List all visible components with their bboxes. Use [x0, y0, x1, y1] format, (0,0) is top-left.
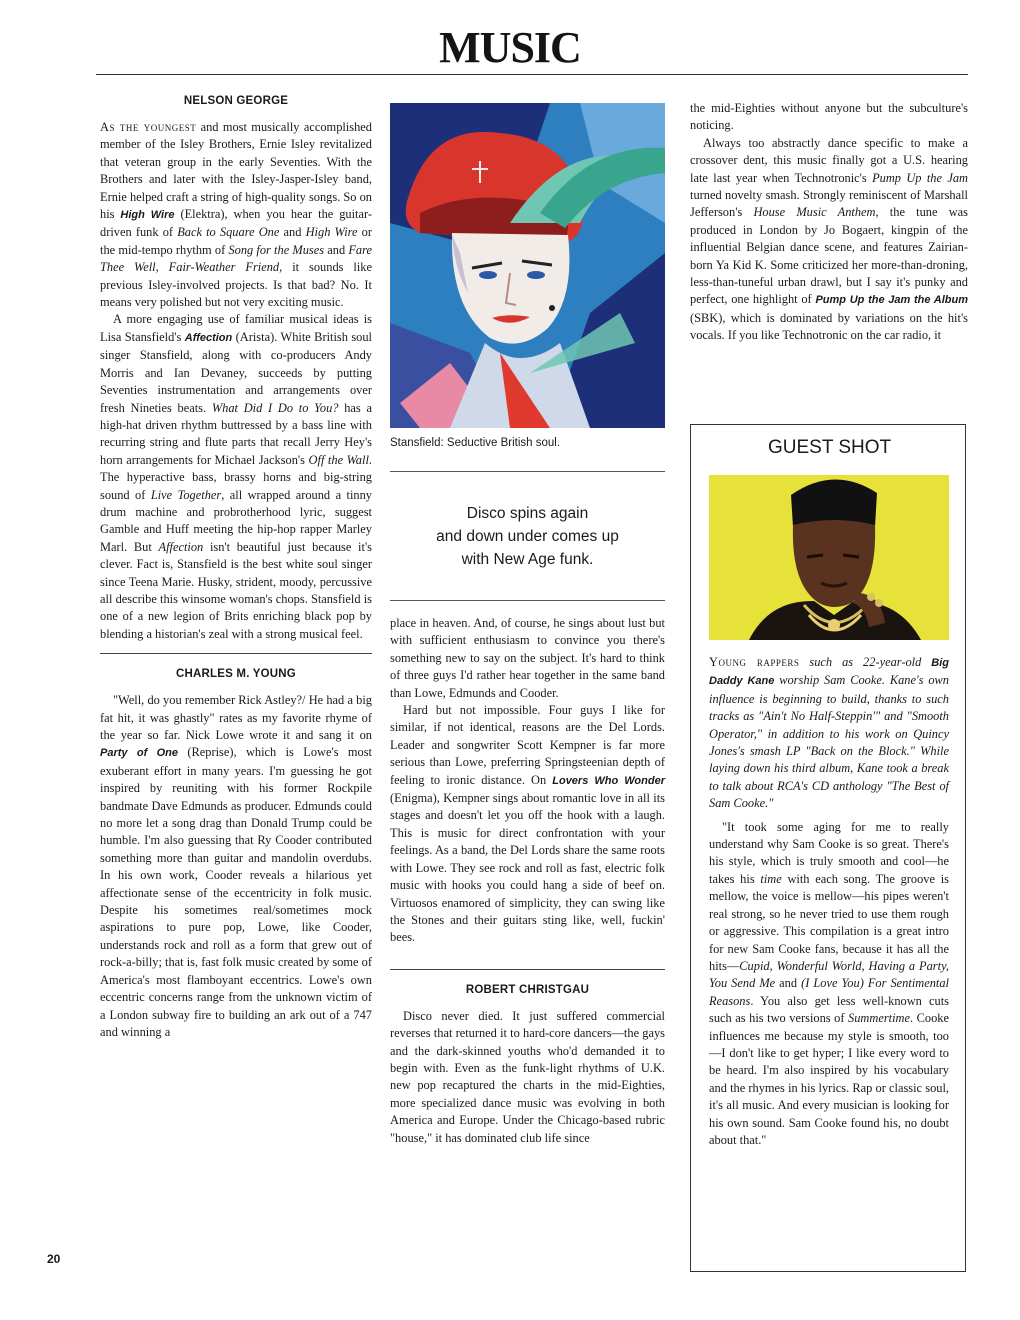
guest-shot-box — [690, 424, 966, 1272]
lead-in: As the youngest — [100, 120, 197, 134]
song-title: Affection — [158, 539, 204, 554]
song-title: High Wire — [305, 225, 358, 240]
lead-in: Young rappers — [709, 655, 800, 669]
song-title: Cupid, Wonderful World, Having a Party, You Send Me — [709, 958, 949, 991]
paragraph: Hard but not impossible. Four guys I like for similar, if not identical, reasons are the Del Lords. Leader and songwriter Scott Kempner is far more serious than Lowe, preferring Springsteenian depth of feeling to ironic distance. On Lovers Who Wonder (Enigma), Kempner sings about romantic love in all its stages and doesn't let you off the hook with a laugh. This is music for direct confrontation with your feelings. As a band, the Del Lords share the same roots with Lowe. They see rock and roll as fast, electric folk music with hooks you could hang a side of beef on. Virtuosos enamored of simplicity, they can swing like the Stones and their guitars sting like, well, fuckin' bees. — [390, 703, 665, 945]
column-2 — [390, 103, 665, 1147]
stansfield-illustration — [390, 103, 665, 428]
song-title: Summertime — [848, 1011, 910, 1026]
song-title: House Music Anthem — [753, 205, 876, 220]
paragraph: place in heaven. And, of course, he sings about lust but with sufficient enthusiasm to convince you there's something new to say on the subject. It's hard to think of three guys I'd rather hear together in the same band than Lowe, Edmunds and Cooder. — [390, 616, 665, 700]
guest-quote: "It took some aging for me to really understand why Sam Cooke is so great. There's his style, which is truly smooth and cool—he takes his time with each song. The groove is mellow, the voice is mellow—his pipes weren't real strong, so he never tried to use them rough or aggressive. This compilation is a great intro for new Sam Cooke fans, because it has all the hits—Cupid, Wonderful World, Having a Party, You Send Me and (I Love You) For Sentimental Reasons. You also get less well-known cuts such as his two versions of Summertime. Cooke influences me because my style is smooth, too—I don't like to get hyper; I like every word to be heard. I'm also inspired by his vocabulary and the rhymes in his lyrics. Rap or classic soul, it's all music. And every musician is looking for his own sound. Sam Cooke found his, no doubt about that." — [709, 819, 949, 1147]
song-title: Pump Up the Jam — [872, 170, 968, 185]
divider — [390, 600, 665, 601]
song-title: (I Love You) For Sentimental Reasons — [709, 976, 949, 1008]
song-title: What Did I Do to You? — [211, 400, 339, 415]
paragraph: "Well, do you remember Rick Astley?/ He had a big fat hit, it was ghastly" rates as my favorite rhyme of the year so far. Nick Lowe wrote it and sang it on Party of One (Reprise), which is Lowe's most exuberant effort in many years. I'm guessing he got inspired by reuniting with his former Rockpile bandmate Dave Edmunds as producer. Edmunds could no more let a song drag than Donald Trump could be humble. I'm also guessing that Ry Cooder contributed something more than guitar and mandolin overdubs. In his own work, Cooder reveals a hilarious yet affectionate sense of the eccentricity in folk music. Despite his sometimes real/sometimes mock aspirations to pure pop, Lowe, like Cooder, understands rock and roll as a form that grew out of rock-a-billy; that is, fast folk music created by some of America's most flamboyant eccentrics. Lowe's own eccentric concerns range from the unknown victim of a London subway fire to building an ark out of a 747 and winning a — [100, 693, 372, 1039]
song-title: Song for the Muses — [228, 242, 325, 257]
guest-shot-text — [709, 654, 949, 1149]
song-title: Off the Wall — [308, 452, 369, 467]
guest-shot-title: GUEST SHOT — [768, 437, 892, 458]
byline-robert-christgau: ROBERT CHRISTGAU — [390, 969, 665, 996]
section-title: MUSIC — [439, 23, 581, 72]
masthead-rule — [96, 74, 968, 75]
guest-intro: Young rappers such as 22-year-old Big Daddy Kane worship Sam Cooke. Kane's own influence is beginning to build, thanks to such tracks as "Ain't No Half-Steppin'" and "Smooth Operator," in addition to his work on Quincy Jones's smash LP "Back on the Block." While laying down his third album, Kane took a break to talk about RCA's CD anthology "The Best of Sam Cooke." — [709, 655, 949, 811]
guest-photo — [709, 475, 949, 640]
paragraph: Disco never died. It just suffered commercial reverses that returned it to hard-core dancers—the gays and the dark-skinned youths who'd demanded it to begin with. Even as the funk-light rhythms of U.K. new pop recaptured the charts in the mid-Eighties, more specialized dance music was evolving in both America and Europe. Under the Chicago-based rubric "house," it has dominated club life since — [390, 1008, 665, 1145]
record-title: Lovers Who Wonder — [552, 774, 665, 787]
paragraph: A more engaging use of familiar musical ideas is Lisa Stansfield's Affection (Arista). White British soul singer Stansfield, along with co-producers Andy Morris and Ian Devaney, succeeds by putting Seventies instrumentation and arrangements over fresh Nineties beats. What Did I Do to You? has a high-hat driven rhythm buttressed by a bass line with recurring string and flute parts that recall Jerry Hey's horn arrangements for Michael Jackson's Off the Wall. The hyperactive bass, brassy horns and big-string sound of Live Together, all wrapped around a tinny drum machine and probrotherhood lyric, suggest Gamble and Huff meeting the hip-hop rapper Marley Marl. But Affection isn't beautiful just because it's clever. Fact is, Stansfield is the best white soul singer since Teena Marie. Husky, strident, moody, percussive all describe this winsome woman's chops. Stansfield is one of a new legion of Brits enriching black pop by blending a historian's zeal with a strong musical feel. — [100, 312, 372, 641]
column-3 — [690, 100, 968, 345]
paragraph: the mid-Eighties without anyone but the subculture's noticing. — [690, 101, 968, 133]
paragraph: Always too abstractly dance specific to make a crossover dent, this music finally got a U.S. hearing late last year when Technotronic's Pump Up the Jam turned novelty smash. Strongly reminiscent of Marshall Jefferson's House Music Anthem, the tune was produced in London by Jo Bogaert, kingpin of the influential Belgian dance scene, and features Zairian-born Ya Kid K. Some criticized her more-than-droning, less-than-tuneful urban drawl, but I say it's punky and perfect, one highlight of Pump Up the Jam the Album (SBK), which is dominated by variations on the hit's vocals. If you like Technotronic on the car radio, it — [690, 135, 969, 343]
record-title: Pump Up the Jam the Album — [815, 294, 969, 307]
paragraph: As the youngest and most musically accomplished member of the Isley Brothers, Ernie Isley revitalized that veteran group in the early Seventies. With the Brothers and later with the Isley-Jasper-Isley band, Ernie helped craft a string of high-quality songs. So on his High Wire (Elektra), when you hear the guitar-driven funk of Back to Square One and High Wire or the mid-tempo rhythm of Song for the Muses and Fare Thee Well, Fair-Weather Friend, it sounds like previous Isley-involved projects. Is that bad? No. It means very polished but not very exciting music. — [100, 120, 373, 310]
byline-nelson-george: NELSON GEORGE — [183, 95, 289, 107]
photo-caption: Stansfield: Seductive British soul. — [390, 437, 561, 449]
pull-quote: Disco spins again and down under comes up with New Age funk. — [436, 504, 619, 568]
song-title: Back to Square One — [177, 225, 280, 240]
painted-portrait-illustration — [390, 103, 665, 428]
record-title: Affection — [184, 331, 233, 344]
artist-name: Big Daddy Kane — [709, 657, 949, 688]
byline-charles-m-young: CHARLES M. YOUNG — [100, 653, 372, 680]
song-title: Fare Thee Well, Fair-Weather Friend — [100, 242, 372, 275]
record-title: Party of One — [100, 747, 178, 760]
song-title: Live Together — [150, 487, 222, 502]
record-title: High Wire — [120, 209, 175, 222]
column-1 — [100, 95, 372, 1041]
portrait-photo — [709, 475, 949, 640]
page-number: 20 — [47, 1252, 61, 1266]
